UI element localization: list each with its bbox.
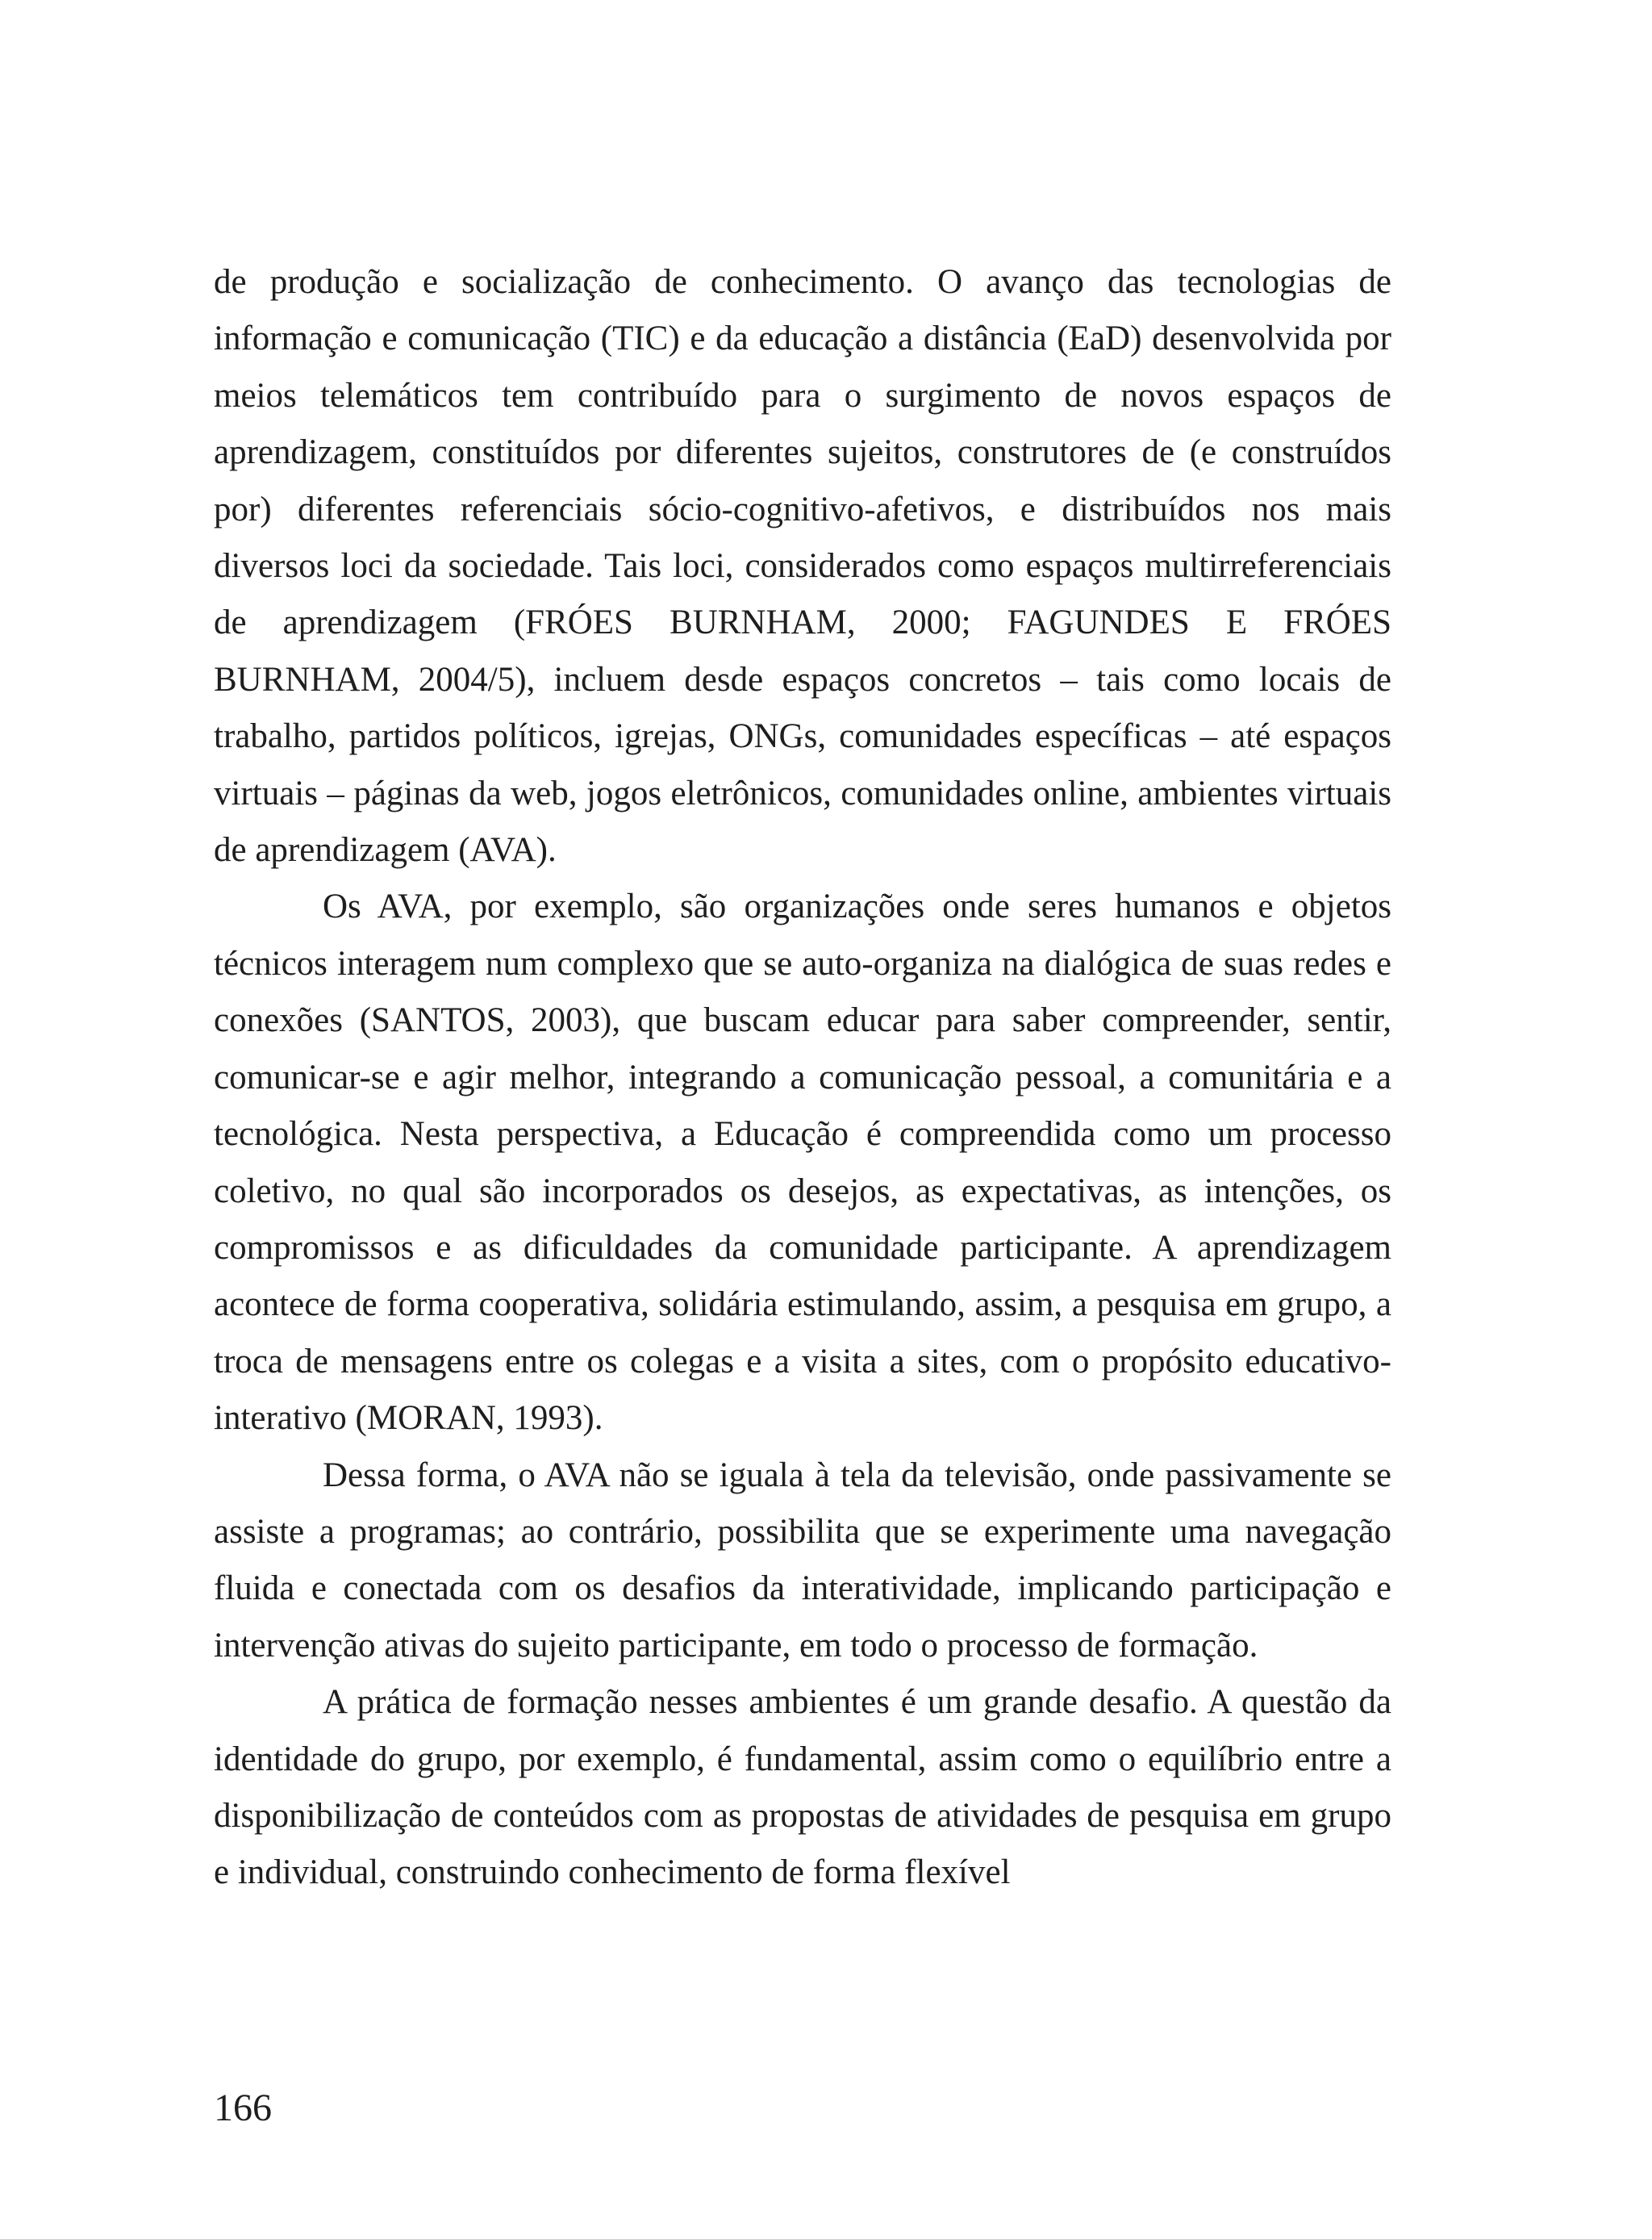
paragraph-1: de produção e socialização de conhecimento. O avanço das tecnologias de informação e comunicação (TIC) e da educação a distância (EaD) desenvolvida por meios telemáticos tem contribuído para o surgimento de novos espaços de aprendizagem, constituídos por diferentes sujeitos, construtores de (e construídos por) diferentes referenciais sócio-cognitivo-afetivos, e distribuídos nos mais diversos loci da sociedade. Tais loci, considerados como espaços multirreferenciais de aprendizagem (FRÓES BURNHAM, 2000; FAGUNDES E FRÓES BURNHAM, 2004/5), incluem desde espaços concretos – tais como locais de trabalho, partidos políticos, igrejas, ONGs, comunidades específicas – até espaços virtuais – páginas da web, jogos eletrônicos, comunidades online, ambientes virtuais de aprendizagem (AVA). xyxy=(214,263,1391,870)
body-text xyxy=(214,254,1391,1902)
page-number: 166 xyxy=(214,2087,272,2129)
paragraph-3: Dessa forma, o AVA não se iguala à tela da televisão, onde passivamente se assiste a programas; ao contrário, possibilita que se experimente uma navegação fluida e conectada com os desafios da interatividade, implicando participação e intervenção ativas do sujeito participante, em todo o processo de formação. xyxy=(214,1456,1391,1665)
paragraph-2: Os AVA, por exemplo, são organizações onde seres humanos e objetos técnicos interagem num complexo que se auto-organiza na dialógica de suas redes e conexões (SANTOS, 2003), que buscam educar para saber compreender, sentir, comunicar-se e agir melhor, integrando a comunicação pessoal, a comunitária e a tecnológica. Nesta perspectiva, a Educação é compreendida como um processo coletivo, no qual são incorporados os desejos, as expectativas, as intenções, os compromissos e as dificuldades da comunidade participante. A aprendizagem acontece de forma cooperativa, solidária estimulando, assim, a pesquisa em grupo, a troca de mensagens entre os colegas e a visita a sites, com o propósito educativo-interativo (MORAN, 1993). xyxy=(214,888,1391,1438)
paragraph-4: A prática de formação nesses ambientes é um grande desafio. A questão da identidade do grupo, por exemplo, é fundamental, assim como o equilíbrio entre a disponibilização de conteúdos com as propostas de atividades de pesquisa em grupo e individual, construindo conhecimento de forma flexível xyxy=(214,1683,1391,1892)
